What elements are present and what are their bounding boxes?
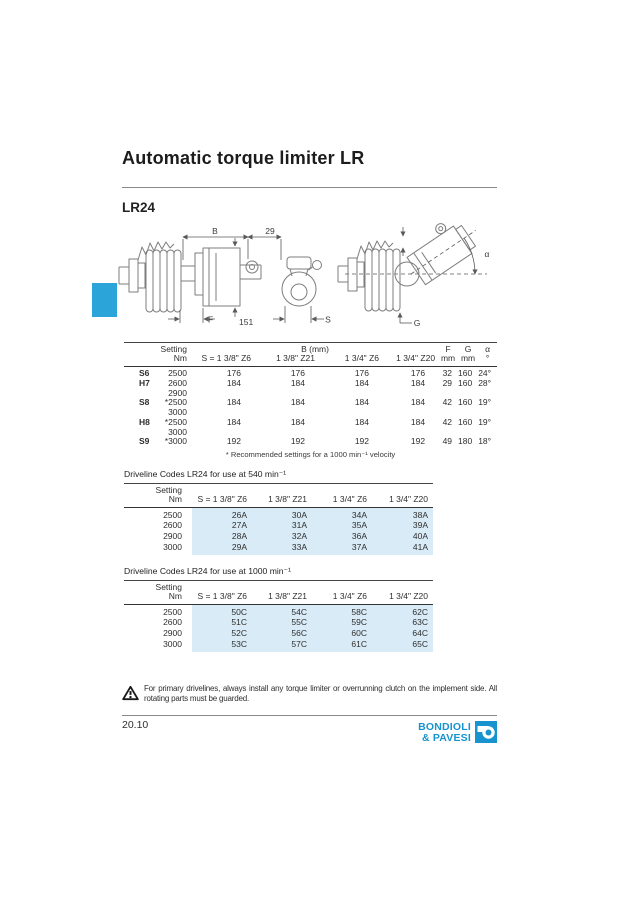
driveline-code: 39A bbox=[372, 520, 433, 531]
alpha-value: 18° bbox=[478, 436, 492, 447]
col-header-f: F bbox=[438, 343, 458, 355]
size-code: S9 bbox=[139, 436, 150, 447]
table-row bbox=[124, 379, 497, 399]
driveline-code: 34A bbox=[312, 507, 372, 520]
title-divider bbox=[122, 187, 497, 188]
brand-name-line2: & PAVESI bbox=[421, 731, 471, 744]
warning-text: For primary drivelines, always install any torque limiter or overrunning clutch on the implement side. All rotating parts must be guarded. bbox=[144, 684, 497, 704]
b-value: 184 bbox=[290, 377, 305, 388]
size-code: H7 bbox=[139, 377, 150, 388]
brand-name-line1: BONDIOLI bbox=[418, 721, 471, 733]
section-title: Driveline Codes LR24 for use at 540 min⁻¹ bbox=[124, 469, 287, 479]
g-value: 180 bbox=[458, 436, 473, 447]
col-header-nm: Nm bbox=[124, 495, 192, 507]
col-header-spline-3: 1 3/4" Z6 bbox=[318, 354, 382, 366]
driveline-code: 58C bbox=[312, 604, 372, 617]
b-value: 192 bbox=[354, 436, 369, 447]
col-header-spline-2: 1 3/8" Z21 bbox=[252, 495, 312, 507]
size-code: S6 bbox=[139, 368, 150, 379]
col-header-spline-4: 1 3/4" Z20 bbox=[382, 354, 438, 366]
col-header-spline-1: S = 1 3/8" Z6 bbox=[192, 592, 252, 604]
f-value: 49 bbox=[442, 436, 453, 447]
setting-values: *2500 3000 bbox=[164, 416, 187, 437]
setting-values: 2600 2900 bbox=[168, 377, 187, 398]
table-row bbox=[124, 398, 497, 418]
b-value: 184 bbox=[354, 397, 369, 408]
b-value: 192 bbox=[226, 436, 241, 447]
dim-label-s: S bbox=[325, 314, 331, 325]
dim-label-f: F bbox=[208, 314, 214, 325]
dim-label-g: G bbox=[413, 318, 421, 328]
b-value: 184 bbox=[290, 416, 305, 427]
driveline-code: 57C bbox=[252, 639, 312, 652]
col-header-setting: Setting bbox=[124, 581, 192, 593]
setting-value: 2500 bbox=[163, 606, 182, 617]
driveline-code: 60C bbox=[312, 628, 372, 639]
b-value: 176 bbox=[226, 368, 241, 379]
table-row bbox=[124, 639, 433, 652]
driveline-code: 33A bbox=[252, 542, 312, 555]
codes-540-table bbox=[124, 483, 433, 555]
brand-name bbox=[418, 722, 471, 743]
driveline-code: 28A bbox=[192, 531, 252, 542]
b-value: 184 bbox=[410, 377, 426, 388]
dim-label-b: B bbox=[212, 226, 218, 236]
driveline-code: 56C bbox=[252, 628, 312, 639]
col-header-f-unit: mm bbox=[438, 354, 458, 366]
b-value: 184 bbox=[410, 397, 426, 408]
torque-limiter-side-view bbox=[119, 242, 322, 312]
table-row bbox=[124, 604, 433, 617]
size-code: H8 bbox=[139, 416, 150, 427]
warning-triangle-icon bbox=[122, 685, 139, 706]
spec-table-section bbox=[124, 342, 497, 459]
col-header-spline-4: 1 3/4" Z20 bbox=[372, 592, 433, 604]
b-value: 184 bbox=[226, 397, 241, 408]
col-header-spline-3: 1 3/4" Z6 bbox=[312, 495, 372, 507]
b-value: 184 bbox=[290, 397, 305, 408]
dim-label-151: 151 bbox=[239, 317, 254, 327]
driveline-code: 50C bbox=[192, 604, 252, 617]
b-value: 184 bbox=[354, 416, 369, 427]
brand-logo bbox=[390, 721, 497, 748]
f-value: 29 bbox=[442, 377, 453, 388]
driveline-code: 35A bbox=[312, 520, 372, 531]
col-header-setting: Setting bbox=[155, 343, 192, 355]
setting-value: 3000 bbox=[163, 541, 182, 552]
torque-limiter-angled-view bbox=[338, 222, 485, 311]
driveline-code: 52C bbox=[192, 628, 252, 639]
setting-value: 2900 bbox=[163, 531, 182, 542]
b-value: 176 bbox=[410, 368, 426, 379]
driveline-code: 31A bbox=[252, 520, 312, 531]
col-header-spline-2: 1 3/8" Z21 bbox=[254, 354, 318, 366]
setting-values: *3000 bbox=[164, 436, 187, 447]
setting-values: *2500 3000 bbox=[164, 397, 187, 418]
codes-1000-section bbox=[124, 566, 433, 652]
col-header-nm: Nm bbox=[124, 592, 192, 604]
table-footnote: * Recommended settings for a 1000 min⁻¹ velocity bbox=[225, 450, 396, 460]
driveline-code: 61C bbox=[312, 639, 372, 652]
table-row bbox=[124, 507, 433, 520]
col-header-spline-1: S = 1 3/8" Z6 bbox=[192, 354, 254, 366]
table-row bbox=[124, 366, 497, 379]
setting-value: 2600 bbox=[163, 617, 182, 628]
section-title: Driveline Codes LR24 for use at 1000 min⁻¹ bbox=[124, 566, 291, 576]
setting-value: 3000 bbox=[163, 638, 182, 649]
table-row bbox=[124, 617, 433, 628]
footer-divider bbox=[122, 715, 497, 716]
table-row bbox=[124, 418, 497, 438]
safety-warning bbox=[122, 684, 497, 705]
b-value: 176 bbox=[354, 368, 369, 379]
size-code: S8 bbox=[139, 397, 150, 408]
col-header-spline-1: S = 1 3/8" Z6 bbox=[192, 495, 252, 507]
b-value: 184 bbox=[226, 416, 241, 427]
table-row bbox=[124, 542, 433, 555]
dimension-lines bbox=[168, 237, 324, 323]
driveline-code: 36A bbox=[312, 531, 372, 542]
col-header-g-unit: mm bbox=[458, 354, 478, 366]
dim-label-alpha: α bbox=[484, 249, 490, 259]
codes-1000-table bbox=[124, 580, 433, 652]
table-row bbox=[124, 531, 433, 542]
driveline-code: 64C bbox=[372, 628, 433, 639]
col-header-spline-2: 1 3/8" Z21 bbox=[252, 592, 312, 604]
driveline-code: 41A bbox=[372, 542, 433, 555]
col-header-g: G bbox=[458, 343, 478, 355]
g-value: 160 bbox=[458, 368, 473, 379]
driveline-code: 29A bbox=[192, 542, 252, 555]
col-header-setting: Setting bbox=[124, 484, 192, 496]
g-value: 160 bbox=[458, 416, 473, 427]
bondioli-pavesi-logo-icon bbox=[475, 721, 497, 748]
page-number: 20.10 bbox=[122, 719, 149, 731]
driveline-code: 63C bbox=[372, 617, 433, 628]
b-value: 184 bbox=[226, 377, 241, 388]
table-row bbox=[124, 437, 497, 447]
technical-drawings bbox=[118, 222, 518, 340]
col-header-spline-3: 1 3/4" Z6 bbox=[312, 592, 372, 604]
b-value: 184 bbox=[410, 416, 426, 427]
driveline-code: 30A bbox=[252, 507, 312, 520]
angled-driveline-drawing bbox=[337, 222, 512, 337]
col-header-b-group: B (mm) bbox=[192, 343, 438, 355]
alpha-value: 24° bbox=[478, 368, 492, 379]
driveline-code: 59C bbox=[312, 617, 372, 628]
b-value: 184 bbox=[354, 377, 369, 388]
col-header-alpha: α bbox=[478, 343, 497, 355]
col-header-alpha-unit: ° bbox=[478, 354, 497, 366]
straight-driveline-drawing bbox=[118, 222, 337, 337]
driveline-code: 37A bbox=[312, 542, 372, 555]
f-value: 32 bbox=[442, 368, 453, 379]
table-row bbox=[124, 628, 433, 639]
driveline-code: 26A bbox=[192, 507, 252, 520]
alpha-value: 28° bbox=[478, 377, 492, 388]
setting-values: 2500 bbox=[168, 368, 187, 379]
f-value: 42 bbox=[442, 416, 453, 427]
setting-value: 2900 bbox=[163, 628, 182, 639]
alpha-value: 19° bbox=[478, 397, 492, 408]
driveline-code: 53C bbox=[192, 639, 252, 652]
driveline-code: 51C bbox=[192, 617, 252, 628]
g-value: 160 bbox=[458, 377, 473, 388]
spec-table bbox=[124, 342, 497, 447]
table-row bbox=[124, 520, 433, 531]
b-value: 192 bbox=[410, 436, 426, 447]
col-header-spline-4: 1 3/4" Z20 bbox=[372, 495, 433, 507]
setting-value: 2500 bbox=[163, 509, 182, 520]
driveline-code: 32A bbox=[252, 531, 312, 542]
codes-540-section bbox=[124, 469, 433, 555]
driveline-code: 54C bbox=[252, 604, 312, 617]
model-subtitle: LR24 bbox=[122, 200, 156, 215]
alpha-value: 19° bbox=[478, 416, 492, 427]
driveline-code: 40A bbox=[372, 531, 433, 542]
driveline-code: 38A bbox=[372, 507, 433, 520]
f-value: 42 bbox=[442, 397, 453, 408]
page-title: Automatic torque limiter LR bbox=[122, 148, 365, 168]
driveline-code: 55C bbox=[252, 617, 312, 628]
col-header-nm: Nm bbox=[155, 354, 192, 366]
dim-label-29: 29 bbox=[265, 226, 275, 236]
section-index-tab bbox=[92, 283, 117, 317]
driveline-code: 65C bbox=[372, 639, 433, 652]
g-value: 160 bbox=[458, 397, 473, 408]
driveline-code: 27A bbox=[192, 520, 252, 531]
b-value: 176 bbox=[290, 368, 305, 379]
driveline-code: 62C bbox=[372, 604, 433, 617]
b-value: 192 bbox=[290, 436, 305, 447]
setting-value: 2600 bbox=[163, 520, 182, 531]
